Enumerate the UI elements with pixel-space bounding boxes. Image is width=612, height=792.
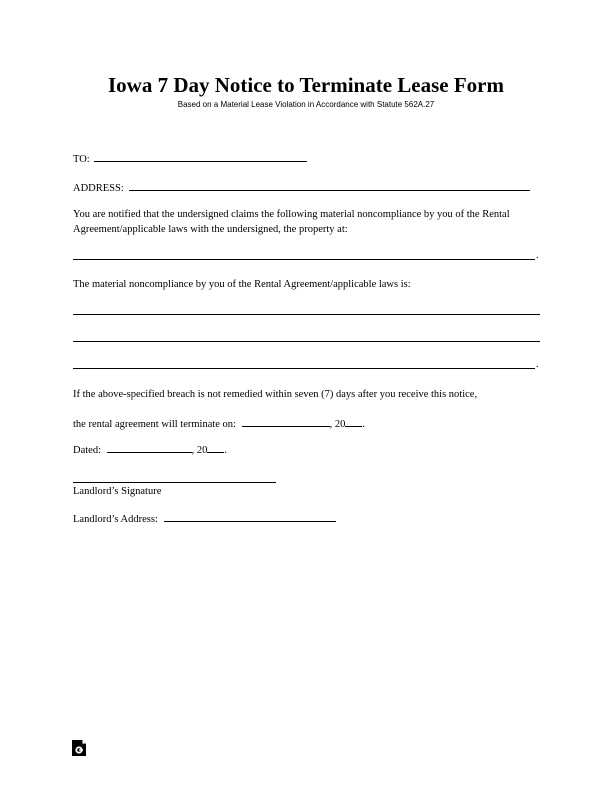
noncompliance-field-2[interactable]	[73, 341, 540, 342]
landlord-signature-field[interactable]	[73, 482, 276, 483]
address-label: ADDRESS:	[73, 183, 124, 194]
noncompliance-field-1[interactable]	[73, 314, 540, 315]
landlord-signature-label: Landlord’s Signature	[73, 486, 162, 497]
terminate-date-field[interactable]	[242, 417, 330, 427]
breach-sentence: If the above-specified breach is not remedied within seven (7) days after you receive this notice,	[73, 389, 478, 400]
noncompliance-field-3[interactable]	[73, 368, 535, 369]
dated-period: .	[224, 445, 227, 456]
eforms-logo-icon	[71, 739, 87, 757]
dated-label: Dated:	[73, 445, 101, 456]
dated-year-prefix: , 20	[191, 445, 208, 456]
dated-date-field[interactable]	[107, 443, 192, 453]
terminate-period: .	[362, 419, 365, 430]
to-field[interactable]	[94, 152, 307, 162]
terminate-year-prefix: , 20	[329, 419, 346, 430]
noncompliance-period: .	[536, 359, 539, 370]
dated-year-field[interactable]	[207, 443, 224, 453]
property-period: .	[536, 250, 539, 261]
address-row	[73, 181, 530, 195]
terminate-label: the rental agreement will terminate on:	[73, 419, 236, 430]
noncompliance-label: The material noncompliance by you of the Rental Agreement/applicable laws is:	[73, 279, 411, 290]
document-title: Iowa 7 Day Notice to Terminate Lease Form	[107, 73, 504, 97]
dated-row	[73, 443, 227, 457]
to-row	[73, 152, 307, 166]
property-field[interactable]	[73, 259, 535, 260]
landlord-address-row	[73, 512, 336, 526]
address-field[interactable]	[129, 181, 530, 191]
landlord-address-label: Landlord’s Address:	[73, 514, 158, 525]
terminate-year-field[interactable]	[345, 417, 362, 427]
to-label: TO:	[73, 154, 90, 165]
document-subtitle: Based on a Material Lease Violation in Accordance with Statute 562A.27	[177, 100, 435, 109]
landlord-address-field[interactable]	[164, 512, 336, 522]
terminate-row	[73, 417, 365, 431]
notice-paragraph: You are notified that the undersigned claims the following material noncompliance by you of the Rental Agreement/applicable laws with the undersigned, the property at:	[73, 209, 510, 235]
